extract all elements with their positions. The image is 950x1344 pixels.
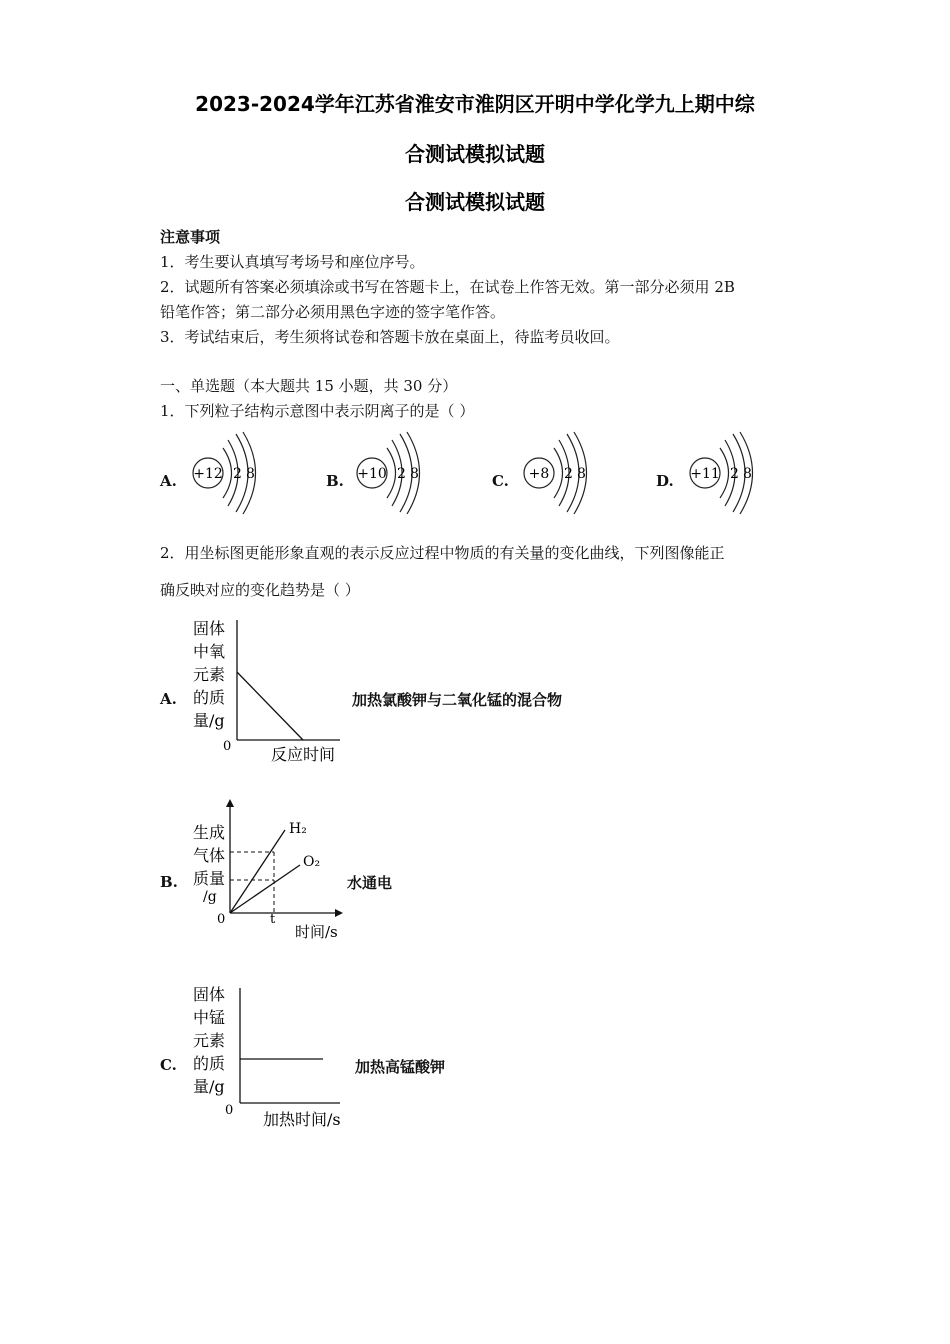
atom-diagram-a	[188, 430, 268, 516]
atom-diagram-b	[352, 430, 432, 516]
curve-line	[237, 672, 303, 740]
nucleus-charge: +12	[193, 466, 223, 482]
notice-item-3: 3．考试结束后，考生须将试卷和答题卡放在桌面上，待监考员收回。	[160, 328, 620, 346]
shell-1-count: 2	[564, 466, 573, 482]
o2-line	[230, 865, 300, 913]
y-label-part: 量/g	[193, 1077, 225, 1096]
atom-diagram-d	[685, 430, 765, 516]
y-label-part: 中氧	[193, 642, 226, 661]
option-letter: B.	[326, 472, 344, 490]
y-label-part: 质量	[193, 869, 226, 888]
x-label: 反应时间	[271, 745, 336, 764]
option-letter: A.	[160, 472, 177, 490]
question-2-stem-line1: 2．用坐标图更能形象直观的表示反应过程中物质的有关量的变化曲线，下列图像能正	[160, 544, 725, 562]
y-label-part: 生成	[193, 823, 226, 842]
graph-option-b	[185, 795, 355, 945]
x-label: 时间/s	[295, 923, 338, 941]
electron-shell-arc	[554, 448, 563, 498]
electron-shell-arc	[223, 448, 232, 498]
shell-2-count: 8	[577, 466, 586, 482]
shell-2-count: 8	[246, 466, 255, 482]
electron-shell-arc	[720, 448, 729, 498]
exam-title-line1: 2023-2024学年江苏省淮安市淮阴区开明中学化学九上期中综	[195, 92, 755, 116]
y-label-part: 气体	[193, 846, 226, 865]
y-label-part: 元素	[193, 665, 226, 684]
caption-option-c: 加热高锰酸钾	[355, 1058, 446, 1076]
shell-1-count: 2	[397, 466, 406, 482]
y-axis-arrow	[226, 799, 234, 807]
x-axis-arrow	[335, 909, 343, 917]
notice-item-2a: 2．试题所有答案必须填涂或书写在答题卡上，在试卷上作答无效。第一部分必须用 2B	[160, 278, 735, 296]
nucleus-charge: +10	[357, 466, 387, 482]
series-label-o2: O₂	[303, 854, 321, 870]
y-label-part: /g	[203, 889, 217, 905]
shell-2-count: 8	[743, 466, 752, 482]
y-label-part: 的质	[193, 1054, 226, 1073]
section-heading: 一、单选题（本大题共 15 小题，共 30 分）	[160, 377, 458, 395]
nucleus-charge: +8	[528, 466, 550, 482]
tick-label-t: t	[270, 912, 276, 927]
notice-item-1: 1．考生要认真填写考场号和座位序号。	[160, 253, 425, 271]
graph-option-a	[185, 612, 355, 772]
question-2-stem-line2: 确反映对应的变化趋势是（ ）	[160, 581, 360, 599]
question-1-stem: 1．下列粒子结构示意图中表示阴离子的是（ ）	[160, 402, 475, 420]
option-letter: C.	[492, 472, 509, 490]
option-letter-a: A.	[160, 690, 177, 708]
electron-shell-arc	[387, 448, 396, 498]
graph-option-c	[185, 978, 355, 1138]
caption-option-b: 水通电	[347, 874, 393, 892]
caption-option-a: 加热氯酸钾与二氧化锰的混合物	[352, 691, 563, 709]
shell-1-count: 2	[233, 466, 242, 482]
origin-label: 0	[217, 912, 226, 927]
option-letter-c: C.	[160, 1056, 177, 1074]
shell-1-count: 2	[730, 466, 739, 482]
nucleus-charge: +11	[690, 466, 720, 482]
origin-label: 0	[225, 1103, 234, 1118]
series-label-h2: H₂	[289, 821, 307, 837]
y-label-part: 固体	[193, 985, 226, 1004]
exam-title-line2: 合测试模拟试题	[405, 142, 545, 166]
atom-diagram-c	[519, 430, 599, 516]
h2-line	[230, 830, 285, 913]
origin-label: 0	[223, 739, 232, 754]
shell-2-count: 8	[410, 466, 419, 482]
option-letter-b: B.	[160, 873, 178, 891]
y-label-part: 固体	[193, 619, 226, 638]
notice-heading: 注意事项	[160, 228, 221, 246]
x-label: 加热时间/s	[263, 1110, 341, 1129]
option-letter: D.	[656, 472, 674, 490]
y-label-part: 元素	[193, 1031, 226, 1050]
y-label-part: 量/g	[193, 711, 225, 730]
y-label-part: 中锰	[193, 1008, 226, 1027]
y-label-part: 的质	[193, 688, 226, 707]
exam-title-line3: 合测试模拟试题	[405, 190, 545, 214]
notice-item-2b: 铅笔作答；第二部分必须用黑色字迹的签字笔作答。	[160, 303, 506, 321]
